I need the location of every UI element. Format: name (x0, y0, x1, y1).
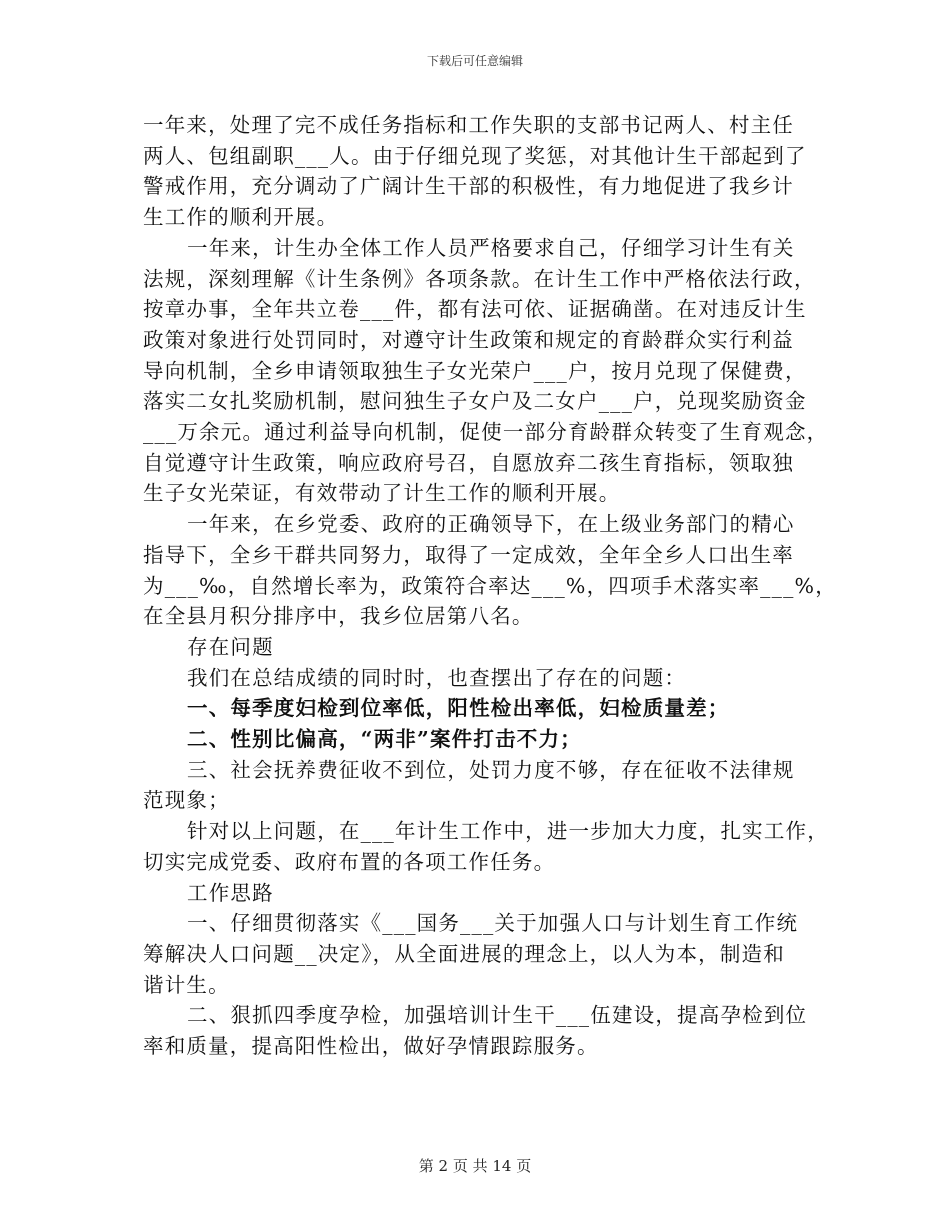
text-line: 切实完成党委、政府布置的各项工作任务。 (143, 849, 556, 874)
text-line: 指导下，全乡干群共同努力，取得了一定成效，全年全乡人口出生率 (143, 542, 794, 567)
document-body (143, 110, 837, 1062)
text-line: 针对以上问题，在___年计生工作中，进一步加大力度，扎实工作， (187, 819, 829, 844)
paragraph-law-enforcement (143, 233, 829, 509)
page-footer: 第 2 页 共 14 页 (418, 1157, 532, 1175)
text-line: 为___‰，自然增长率为，政策符合率达___%，四项手术落实率___%， (143, 573, 837, 598)
text-line: 两人、包组副职___人。由于仔细兑现了奖惩，对其他计生干部起到了 (143, 143, 807, 168)
plan-item-2 (143, 1000, 813, 1061)
paragraph-results (143, 509, 837, 632)
text-line: 二、狠抓四季度孕检，加强培训计生干___伍建设，提高孕检到位 (187, 1003, 808, 1028)
page-header: 下载后可任意编辑 (426, 54, 523, 68)
text-line: 率和质量，提高阳性检出，做好孕情跟踪服务。 (143, 1034, 599, 1059)
section-heading-work-plan: 工作思路 (187, 880, 274, 905)
problems-intro: 我们在总结成绩的同时时，也查摆出了存在的问题： (187, 665, 687, 690)
text-line: 一年来，处理了完不成任务指标和工作失职的支部书记两人、村主任 (143, 113, 794, 137)
text-line: 一、仔细贯彻落实《___国务___关于加强人口与计划生育工作统 (187, 911, 799, 936)
problem-item-3 (143, 755, 813, 816)
text-line: 政策对象进行处罚同时，对遵守计生政策和规定的育龄群众实行利益 (143, 327, 794, 352)
text-line: 三、社会抚养费征收不到位，处罚力度不够，存在征收不法律规 (187, 757, 795, 782)
text-line: 生工作的顺利开展。 (143, 205, 339, 230)
text-line: 一年来，在乡党委、政府的正确领导下，在上级业务部门的精心 (187, 512, 795, 537)
text-line: 筹解决人口问题__决定》，从全面进展的理念上，以人为本，制造和 (143, 941, 785, 966)
text-line: 自觉遵守计生政策，响应政府号召，自愿放弃二孩生育指标，领取独 (143, 450, 794, 475)
problem-item-2: 二、性别比偏高，“两非”案件打击不力； (187, 727, 582, 752)
text-line: 谐计生。 (143, 972, 230, 997)
text-line: 一年来，计生办全体工作人员严格要求自己，仔细学习计生有关 (187, 235, 795, 260)
paragraph-response (143, 816, 829, 877)
text-line: 范现象； (143, 788, 230, 813)
section-heading-problems: 存在问题 (187, 634, 274, 659)
text-line: 按章办事，全年共立卷___件，都有法可依、证据确凿。在对违反计生 (143, 297, 807, 322)
plan-item-1 (143, 908, 813, 1000)
text-line: ___万余元。通过利益导向机制，促使一部分育龄群众转变了生育观念， (143, 420, 829, 445)
paragraph-discipline (143, 110, 813, 233)
text-line: 生子女光荣证，有效带动了计生工作的顺利开展。 (143, 481, 621, 506)
text-line: 警戒作用，充分调动了广阔计生干部的积极性，有力地促进了我乡计 (143, 174, 794, 199)
text-line: 落实二女扎奖励机制，慰问独生子女户及二女户___户，兑现奖励资金 (143, 389, 807, 414)
text-line: 在全县月积分排序中，我乡位居第八名。 (143, 604, 534, 629)
text-line: 导向机制，全乡申请领取独生子女光荣户___户，按月兑现了保健费， (143, 358, 807, 383)
problem-item-1: 一、每季度妇检到位率低，阳性检出率低，妇检质量差； (187, 696, 730, 721)
text-line: 法规，深刻理解《计生条例》各项条款。在计生工作中严格依法行政， (143, 266, 816, 291)
